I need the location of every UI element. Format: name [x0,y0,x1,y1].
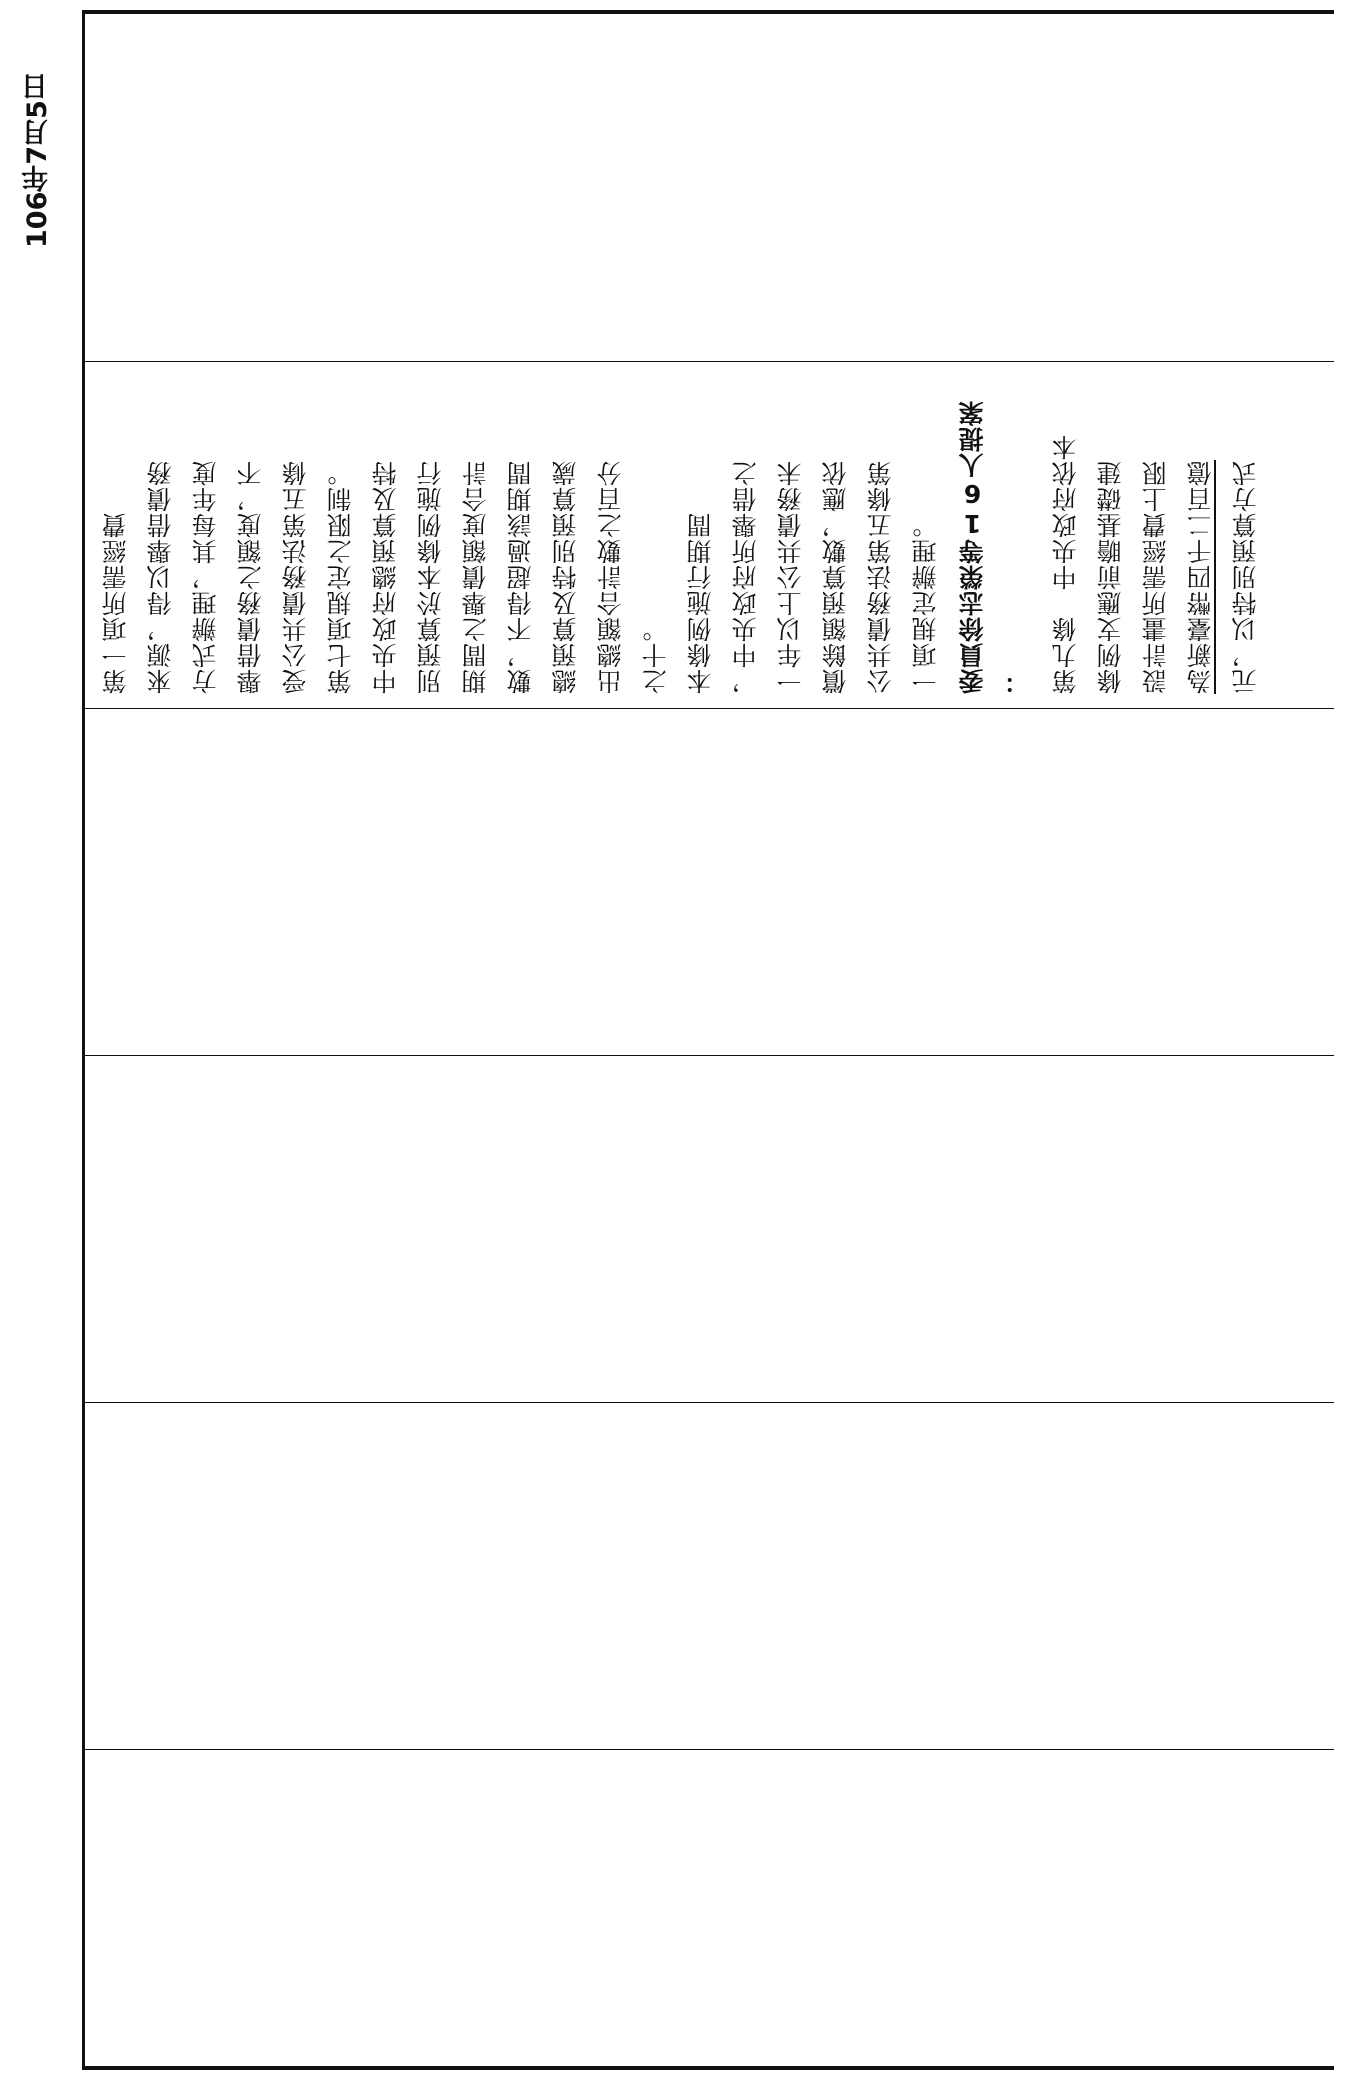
text-line: 條例支應前瞻基礎建 [1096,460,1125,694]
text-line: 元，以特別預算方式 [1231,460,1260,694]
text-line: 第九條 中央政府依本 [1051,434,1080,694]
table-row [85,14,1334,361]
text-line: 總預算及特別預算歲 [551,460,580,694]
text-line: 數，不得超過該期間 [506,460,535,694]
proposal-heading: 委員徐志榮等16人提案 [958,400,987,694]
text-line: 第一項所需經費 [101,512,130,694]
text-line: 一項規定辦理。 [911,512,940,694]
text-line: 舉借債務之額度，不 [236,460,265,694]
text-line: ，中央政府所舉借之 [731,460,760,694]
text-line: 出總額合計數之百分 [596,460,625,694]
text-line: 一年以上公共債務未 [776,460,805,694]
text-line: 公共債務法第五條第 [866,460,895,694]
proposal-colon: ： [1003,668,1032,694]
text-line: 來源，得以舉借債務 [146,460,175,694]
text-line: 為新臺幣四千二百億 [1186,460,1215,694]
text-line: 方式辦理，其每年度 [191,460,220,694]
table-row [85,361,1334,708]
text-line: 受公共債務法第五條 [281,460,310,694]
text-line: 之十。 [641,616,670,694]
text-line: 別預算於本條例施行 [416,460,445,694]
table-row [85,1402,1334,1749]
table-row [85,1055,1334,1402]
table-row [85,708,1334,1055]
table-row [85,1749,1334,2070]
text-line: 償餘額預算數，應依 [821,460,850,694]
text-line: 中央政府總預算及特 [371,460,400,694]
comparison-table [82,10,1334,2070]
text-line: 期間之舉債額度合計 [461,460,490,694]
date-header: 106年7月5日 [22,73,53,248]
text-line: 本條例施行期間 [686,512,715,694]
text-line: 第七項規定之限制。 [326,460,355,694]
text-line: 設計畫所需經費上限 [1141,460,1170,694]
